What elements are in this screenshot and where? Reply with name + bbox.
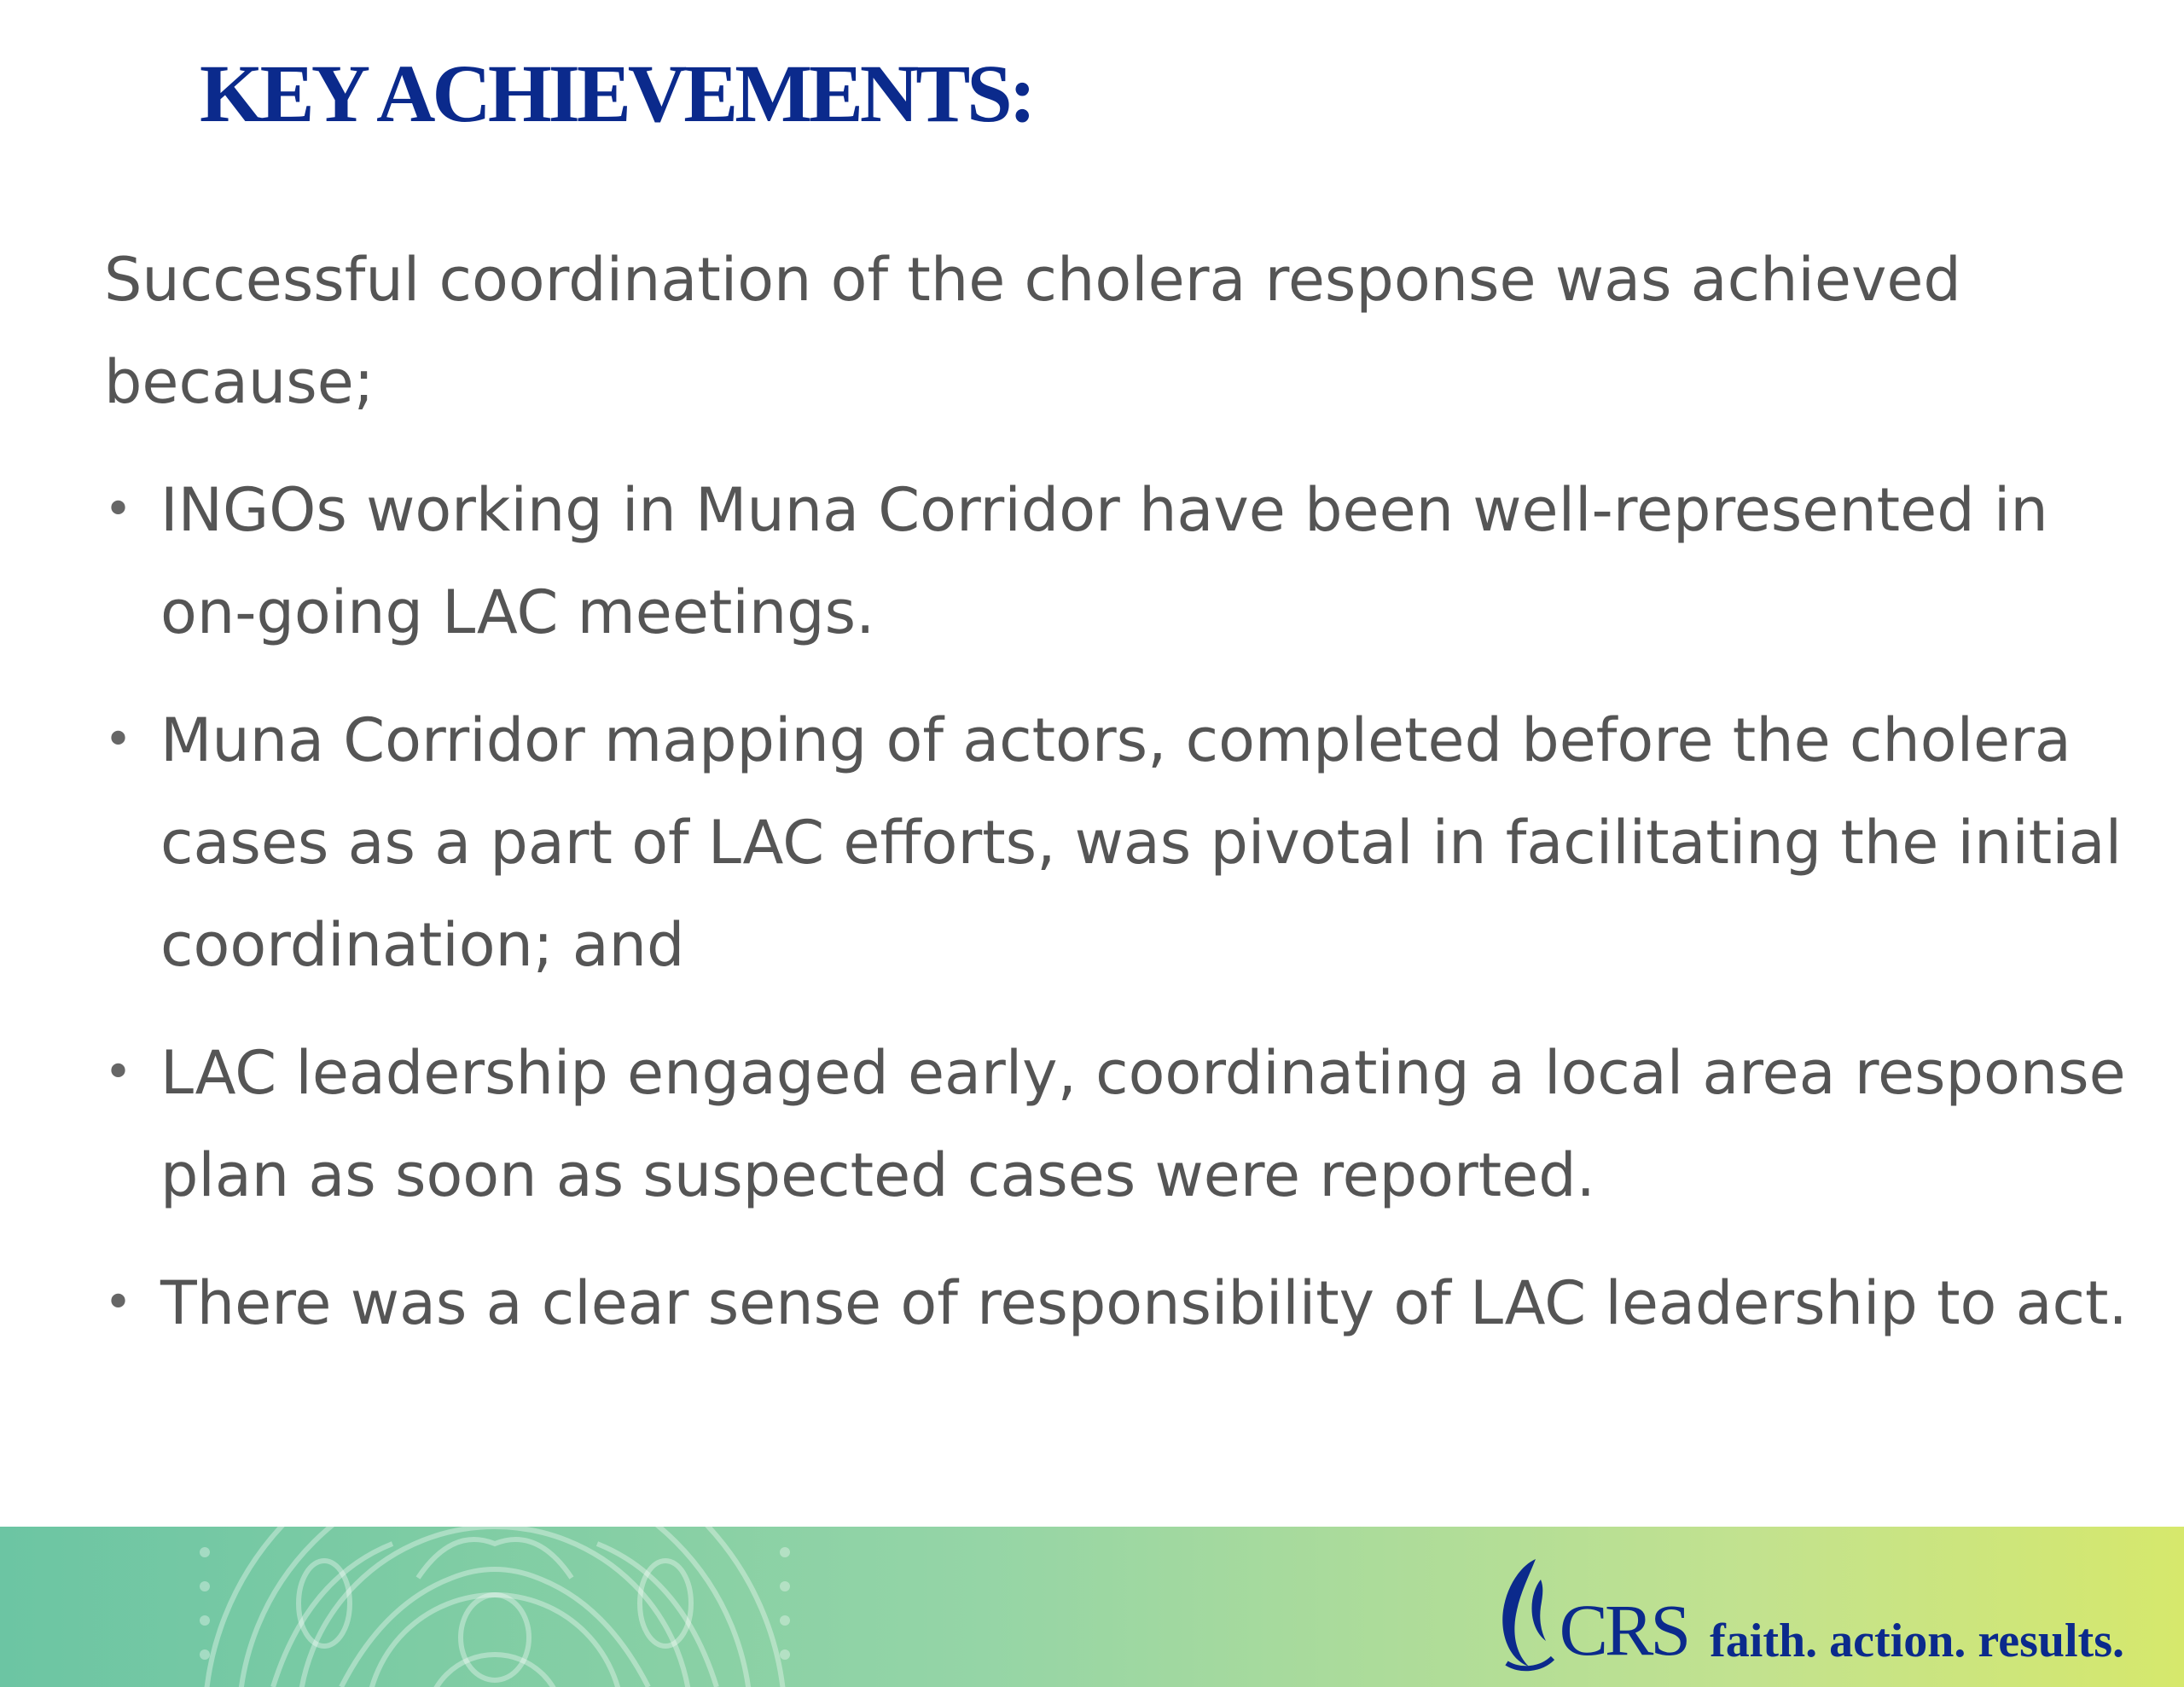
bullet-dot: • [104, 712, 133, 768]
crs-flame-icon [1486, 1554, 1571, 1673]
logo-tagline: faith. action. results. [1710, 1615, 2124, 1667]
bullet-item [104, 689, 2135, 996]
bullet-item [104, 1022, 2135, 1226]
intro-text: Successful coordination of the cholera response was achieved because; [104, 245, 1961, 417]
mandala-pattern-icon [171, 1527, 870, 1687]
bullet-dot: • [104, 1275, 133, 1330]
crs-logo-text: CRS [1559, 1589, 1688, 1671]
slide-body [104, 229, 2135, 1354]
footer-banner [0, 1527, 2184, 1687]
bullet-text: INGOs working in Muna Corridor have been well-represented in on-going LAC meetings. [160, 475, 2048, 647]
bullet-item [104, 1252, 2135, 1354]
bullet-text: Muna Corridor mapping of actors, completed before the cholera cases as a part of LAC efforts, was pivotal in facilitating the initial coordination; and [160, 705, 2123, 980]
slide-title: KEY ACHIEVEMENTS: [200, 48, 1033, 139]
bullet-dot: • [104, 1045, 133, 1100]
crs-logo [1486, 1545, 2124, 1673]
bullet-list [104, 459, 2135, 1354]
bullet-text: LAC leadership engaged early, coordinating a local area response plan as soon as suspected cases were reported. [160, 1038, 2126, 1210]
bullet-item [104, 459, 2135, 664]
bullet-dot: • [104, 482, 133, 537]
bullet-text: There was a clear sense of responsibility of LAC leadership to act. [160, 1268, 2128, 1338]
